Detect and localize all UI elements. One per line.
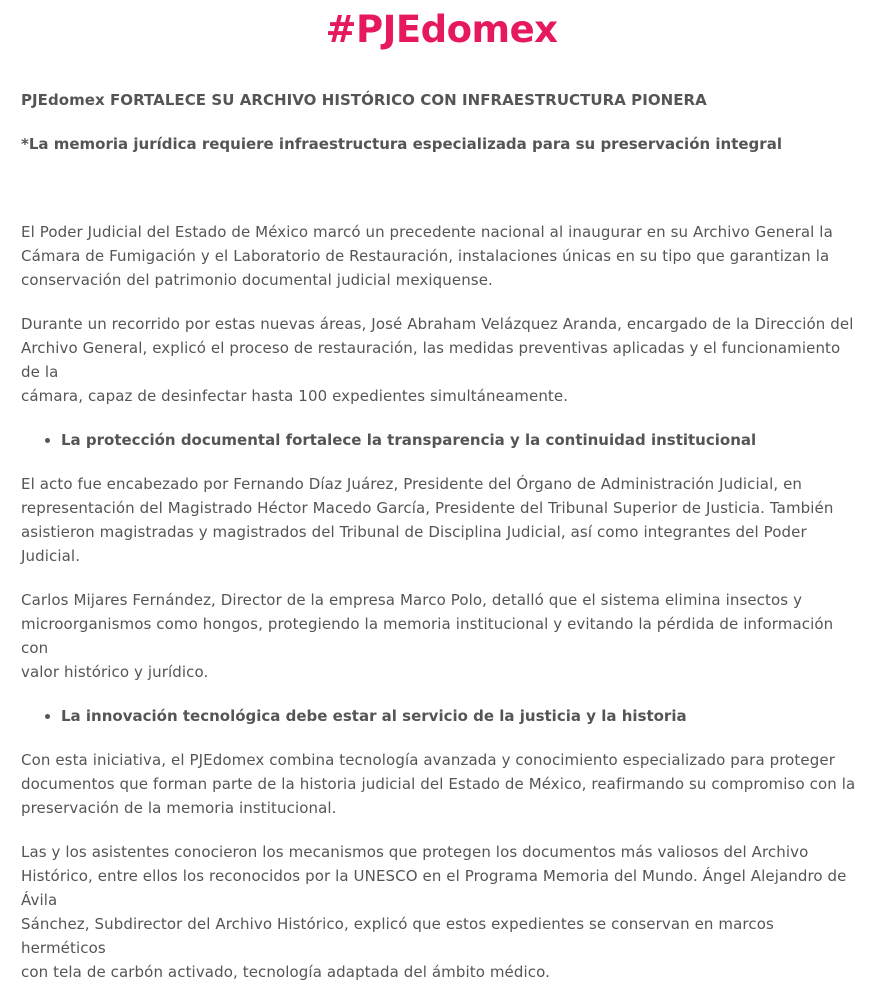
highlight-text: La innovación tecnológica debe estar al servicio de la justicia y la historia bbox=[61, 707, 687, 725]
paragraph-line: cámara, capaz de desinfectar hasta 100 expedientes simultáneamente. bbox=[21, 387, 569, 405]
paragraph-line: valor histórico y jurídico. bbox=[21, 663, 209, 681]
highlight-list-2 bbox=[21, 704, 862, 728]
paragraph-line: preservación de la memoria institucional. bbox=[21, 799, 337, 817]
bullet-dot-icon bbox=[45, 714, 50, 719]
highlight-list-1 bbox=[21, 428, 862, 452]
paragraph-3 bbox=[21, 472, 862, 568]
paragraph-line: El acto fue encabezado por Fernando Díaz Juárez, Presidente del Órgano de Administración Judicial, en bbox=[21, 475, 803, 493]
paragraph-line: Histórico, entre ellos los reconocidos por la UNESCO en el Programa Memoria del Mundo. Ángel Alejandro de Ávila bbox=[21, 867, 847, 909]
paragraph-line: Cámara de Fumigación y el Laboratorio de Restauración, instalaciones únicas en su tipo que garantizan la bbox=[21, 247, 830, 265]
paragraph-line: Durante un recorrido por estas nuevas áreas, José Abraham Velázquez Aranda, encargado de la Dirección del bbox=[21, 315, 854, 333]
article-subheadline: *La memoria jurídica requiere infraestructura especializada para su preservación integral bbox=[21, 135, 782, 153]
paragraph-line: documentos que forman parte de la historia judicial del Estado de México, reafirmando su compromiso con la bbox=[21, 775, 856, 793]
paragraph-line: conservación del patrimonio documental judicial mexiquense. bbox=[21, 271, 493, 289]
paragraph-line: Sánchez, Subdirector del Archivo Histórico, explicó que estos expedientes se conservan en marcos herméticos bbox=[21, 915, 774, 957]
highlight-item bbox=[61, 704, 862, 728]
paragraph-line: representación del Magistrado Héctor Macedo García, Presidente del Tribunal Superior de Justicia. También bbox=[21, 499, 834, 517]
paragraph-line: asistieron magistradas y magistrados del Tribunal de Disciplina Judicial, así como integrantes del Poder Judicial. bbox=[21, 523, 807, 565]
highlight-text: La protección documental fortalece la transparencia y la continuidad institucional bbox=[61, 431, 757, 449]
highlight-item bbox=[61, 428, 862, 452]
article-headline: PJEdomex FORTALECE SU ARCHIVO HISTÓRICO CON INFRAESTRUCTURA PIONERA bbox=[21, 91, 707, 109]
paragraph-1 bbox=[21, 220, 862, 292]
bullet-dot-icon bbox=[45, 438, 50, 443]
paragraph-line: Las y los asistentes conocieron los mecanismos que protegen los documentos más valiosos del Archivo bbox=[21, 843, 809, 861]
paragraph-line: Archivo General, explicó el proceso de restauración, las medidas preventivas aplicadas y el funcionamiento de la bbox=[21, 339, 841, 381]
paragraph-2 bbox=[21, 312, 862, 408]
paragraph-line: Carlos Mijares Fernández, Director de la empresa Marco Polo, detalló que el sistema elimina insectos y bbox=[21, 591, 803, 609]
pjedomex-logo: #PJEdomex bbox=[325, 8, 558, 51]
paragraph-line: con tela de carbón activado, tecnología adaptada del ámbito médico. bbox=[21, 963, 551, 981]
article-body bbox=[0, 88, 883, 984]
paragraph-5 bbox=[21, 748, 862, 820]
paragraph-line: Con esta iniciativa, el PJEdomex combina tecnología avanzada y conocimiento especializado para proteger bbox=[21, 751, 835, 769]
paragraph-line: microorganismos como hongos, protegiendo la memoria institucional y evitando la pérdida de información con bbox=[21, 615, 834, 657]
paragraph-4 bbox=[21, 588, 862, 684]
paragraph-line: El Poder Judicial del Estado de México marcó un precedente nacional al inaugurar en su Archivo General la bbox=[21, 223, 833, 241]
